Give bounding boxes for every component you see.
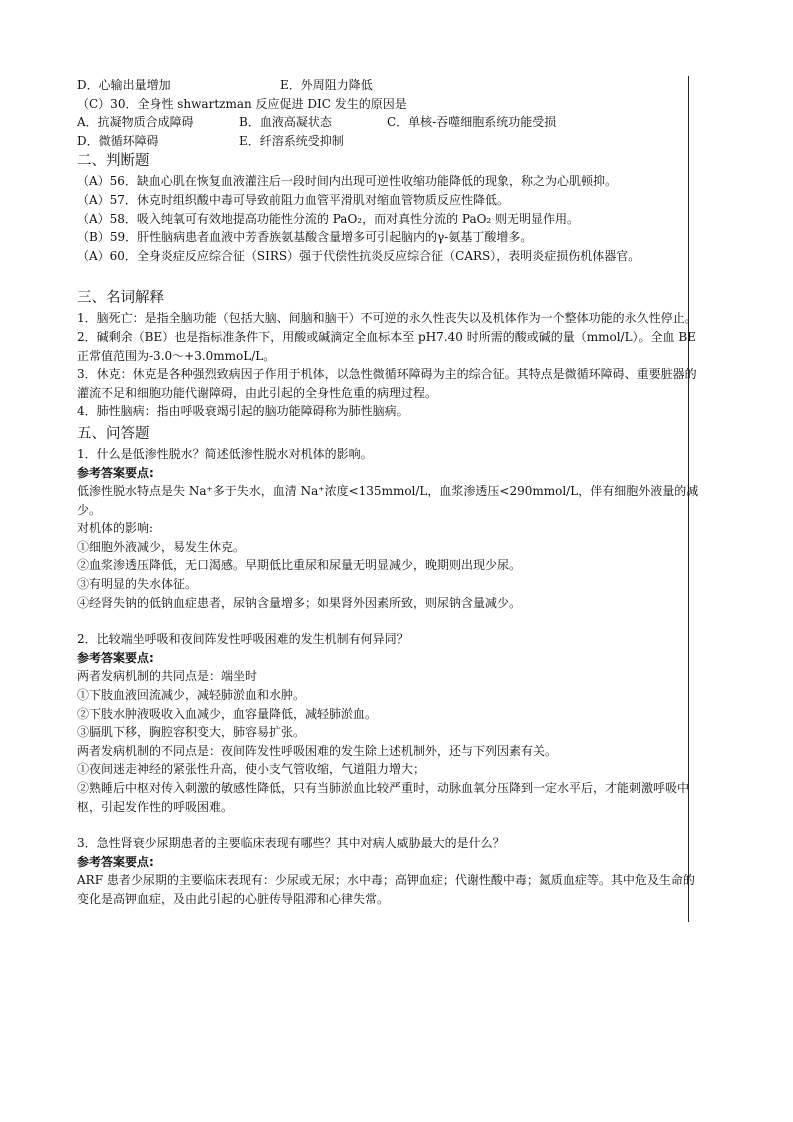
answer-point: ②血浆渗透压降低，无口渴感。早期低比重尿和尿量无明显减少，晚期则出现少尿。: [77, 558, 522, 573]
qa-question-3: 3．急性肾衰少尿期患者的主要临床表现有哪些？其中对病人威胁最大的是什么？: [77, 836, 505, 851]
tf-item: （A）58．吸入纯氧可有效地提高功能性分流的 PaO₂，而对真性分流的 PaO₂ 则无明显作用。: [77, 211, 580, 226]
tf-item: （B）59．肝性脑病患者血液中芳香族氨基酸含量增多可引起脑内的γ-氨基丁酸增多。: [77, 230, 533, 245]
reference-answer-label: 参考答案要点:: [77, 465, 154, 480]
effects-label: 对机体的影响:: [77, 521, 154, 536]
qa-question-1: 1．什么是低渗性脱水？简述低渗性脱水对机体的影响。: [77, 446, 373, 461]
answer-point: ②熟睡后中枢对传入刺激的敏感性降低，只有当肺淤血比较严重时，动脉血氧分压降到一定水平后，才能刺激呼吸中枢，引起发作性的呼吸困难。: [77, 781, 690, 814]
option-d: D．微循环障碍: [77, 133, 159, 148]
term-item: 1．脑死亡：是指全脑功能（包括大脑、间脑和脑干）不可逆的永久性丧失以及机体作为一个整体功能的永久性停止。: [77, 311, 697, 326]
answer-point: ③膈肌下移，胸腔容积变大，肺容易扩张。: [77, 725, 306, 740]
answer-point: ①细胞外液减少，易发生休克。: [77, 539, 246, 554]
tf-item: （A）60．全身炎症反应综合征（SIRS）强于代偿性抗炎反应综合征（CARS），表明炎症损伤机体器官。: [77, 248, 641, 263]
option-d: D．心输出量增加: [77, 78, 171, 92]
answer-point: ①夜间迷走神经的紧张性升高，使小支气管收缩，气道阻力增大；: [77, 762, 426, 777]
option-e: E．外周阻力降低: [280, 78, 373, 92]
section-heading-qa: 五、问答题: [77, 425, 150, 442]
mcq-options-row-3: [77, 132, 699, 151]
term-item: 3．休克：休克是各种强烈致病因子作用于机体，以急性微循环障碍为主的综合征。其特点是微循环障碍、重要脏器的灌流不足和细胞功能代谢障碍，由此引起的全身性危重的病理过程。: [77, 367, 697, 400]
diff-label: 两者发病机制的不同点是：夜间阵发性呼吸困难的发生除上述机制外，还与下列因素有关。: [77, 743, 558, 758]
reference-answer-label: 参考答案要点:: [77, 854, 154, 869]
option-e: E．纤溶系统受抑制: [239, 133, 344, 148]
tf-item: （A）57．休克时组织酸中毒可导致前阻力血管平滑肌对缩血管物质反应性降低。: [77, 192, 509, 207]
qa-answer-3: ARF 患者少尿期的主要临床表现有：少尿或无尿；水中毒；高钾血症；代谢性酸中毒；氮质血症等。其中危及生命的变化是高钾血症，及由此引起的心脏传导阻滞和心律失常。: [77, 873, 695, 906]
qa-question-2: 2．比较端坐呼吸和夜间阵发性呼吸困难的发生机制有何异同？: [77, 632, 409, 647]
answer-point: ①下肢血液回流减少，减轻肺淤血和水肿。: [77, 688, 306, 703]
section-heading-true-false: 二、判断题: [77, 153, 150, 170]
tf-item: （A）56．缺血心肌在恢复血液灌注后一段时间内出现可逆性收缩功能降低的现象，称之为心肌顿抑。: [77, 174, 617, 189]
document-content: [77, 76, 699, 909]
term-item: 2．碱剩余（BE）也是指标准条件下，用酸或碱滴定全血标本至 pH7.40 时所需的酸或碱的量（mmol/L）。全血 BE 正常值范围为-3.0～+3.0mmoL/L。: [77, 329, 696, 363]
option-c: C．单核-吞噬细胞系统功能受损: [387, 115, 557, 130]
mcq-options-row-1: [77, 76, 699, 95]
answer-point: ③有明显的失水体征。: [77, 577, 198, 592]
answer-point: ②下肢水肿液吸收入血减少，血容量降低，减轻肺淤血。: [77, 706, 378, 721]
question-30: （C）30．全身性 shwartzman 反应促进 DIC 发生的原因是: [77, 96, 407, 111]
term-item: 4．肺性脑病：指由呼吸衰竭引起的脑功能障碍称为肺性脑病。: [77, 404, 409, 419]
reference-answer-label: 参考答案要点:: [77, 650, 154, 665]
same-label: 两者发病机制的共同点是：端坐时: [77, 669, 258, 684]
qa-answer-1: 低渗性脱水特点是失 Na⁺多于失水，血清 Na⁺浓度<135mmol/L，血浆渗透压<290mmol/L，伴有细胞外液量的减少。: [77, 484, 699, 517]
option-a: A．抗凝物质合成障碍: [77, 115, 194, 130]
mcq-options-row-2: [77, 113, 699, 132]
answer-point: ④经肾失钠的低钠血症患者，尿钠含量增多；如果肾外因素所致，则尿钠含量减少。: [77, 595, 522, 610]
option-b: B．血液高凝状态: [239, 115, 332, 130]
section-heading-terms: 三、名词解释: [77, 290, 164, 307]
